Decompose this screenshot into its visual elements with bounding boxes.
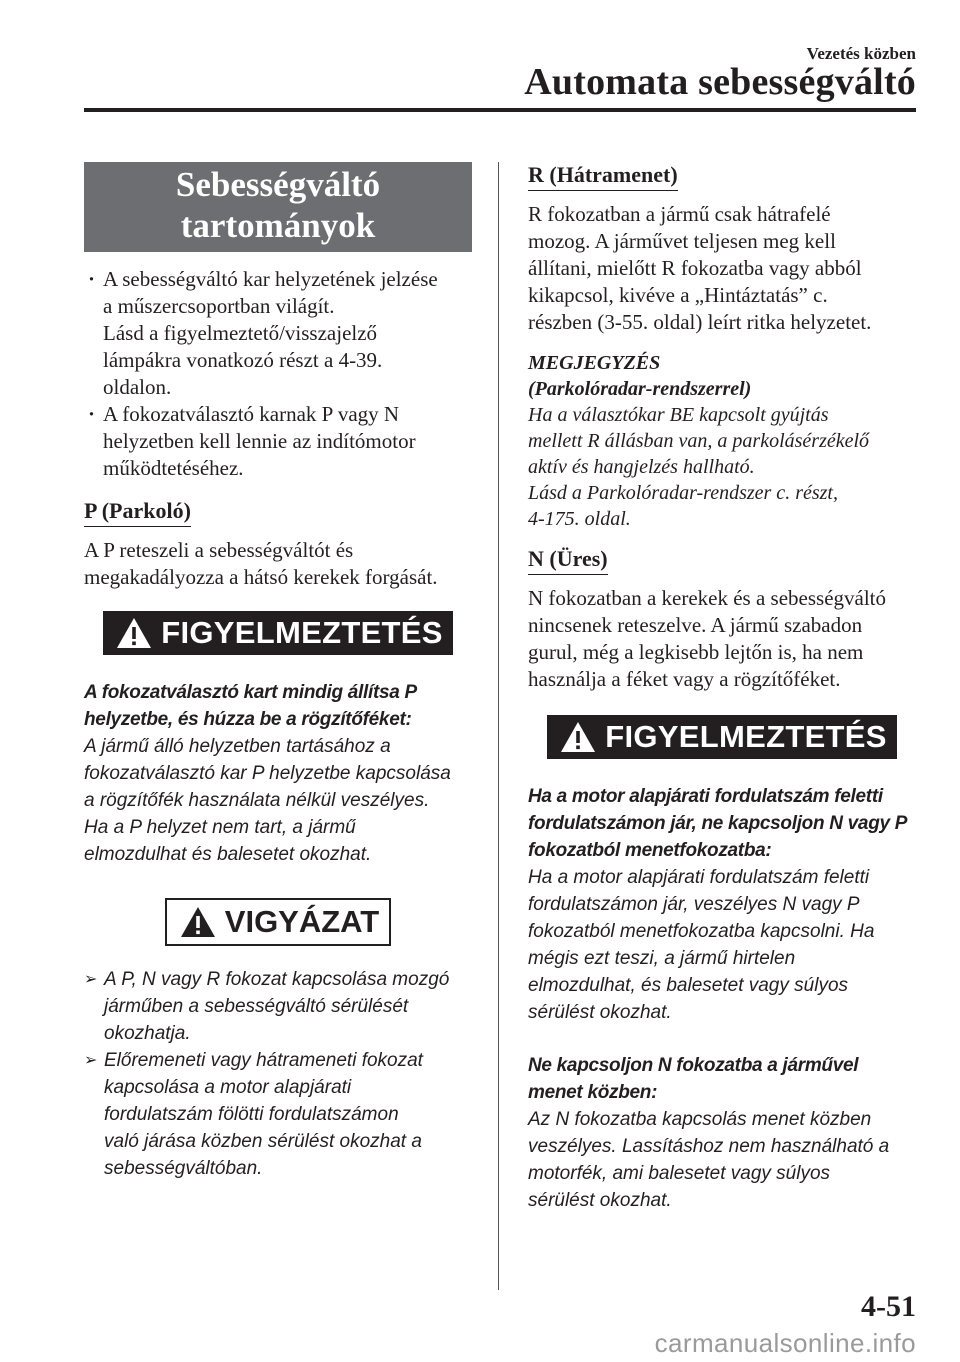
warning-text: A fokozatválasztó kart mindig állítsa P helyzetbe, és húzza be a rögzítőféket: A jármű álló helyzetben tartásához a fokozatválasztó kar P helyzetbe kapcsolása a rögzítőfék használata nélkül veszélyes. Ha a P helyzet nem tart, a jármű elmozdulhat és balesetet okozhat. xyxy=(84,682,451,865)
column-divider xyxy=(498,162,499,1290)
p-heading: P (Parkoló) xyxy=(84,498,191,527)
chapter-title: Automata sebességváltó xyxy=(524,61,916,103)
bullet-item: · A fokozatválasztó karnak P vagy N helyzetben kell lennie az indítómotor működtetéséhez. xyxy=(84,401,472,482)
warning-triangle-icon xyxy=(115,616,153,650)
section-title-line1: Sebességváltó xyxy=(175,165,381,204)
warning-triangle-icon xyxy=(559,720,597,754)
section-title-line2: tartományok xyxy=(180,206,376,245)
caution-item: ➢ Előremeneti vagy hátrameneti fokozat kapcsolása a motor alapjárati fordulatszám fölötti fordulatszámon való járása közben sérülést okozhat a sebességváltóban. xyxy=(84,1047,472,1182)
caution-list xyxy=(84,966,472,1182)
note-block: MEGJEGYZÉS (Parkolóradar-rendszerrel) Ha a választókar BE kapcsolt gyújtás mellett R állásban van, a parkolásérzékelő aktív és hangjelzés hallható. Lásd a Parkolóradar-rendszer c. részt, 4-175. oldal. xyxy=(528,350,916,532)
left-column xyxy=(84,162,472,1182)
warning-label: FIGYELMEZTETÉS xyxy=(161,615,443,650)
caution-banner xyxy=(165,898,391,946)
section-title-box xyxy=(84,162,472,252)
n-heading: N (Üres) xyxy=(528,546,608,575)
note-title: MEGJEGYZÉS xyxy=(528,352,661,374)
intro-bullets xyxy=(84,266,472,482)
warning-label: FIGYELMEZTETÉS xyxy=(605,719,887,754)
caution-triangle-icon xyxy=(179,905,217,939)
warning-banner xyxy=(103,611,453,655)
n-text: N fokozatban a kerekek és a sebességváltó nincsenek reteszelve. A jármű szabadon gurul, még a legkisebb lejtőn is, ha nem használja a féket vagy a rögzítőféket. xyxy=(528,586,887,691)
caution-item: ➢ A P, N vagy R fokozat kapcsolása mozgó járműben a sebességváltó sérülését okozhatja. xyxy=(84,966,472,1047)
warning-banner xyxy=(547,715,897,759)
note-subtitle: (Parkolóradar-rendszerrel) xyxy=(528,378,752,400)
header-section: Vezetés közben xyxy=(806,44,916,63)
page-number: 4-51 xyxy=(861,1290,916,1323)
watermark: carmanualsonline.info xyxy=(654,1328,916,1358)
bullet-item: · A sebességváltó kar helyzetének jelzése a műszercsoportban világít. Lásd a figyelmeztető/visszajelző lámpákra vonatkozó részt a 4-39. oldalon. xyxy=(84,266,472,401)
right-column xyxy=(528,162,916,1214)
header-rule xyxy=(84,108,916,112)
r-text: R fokozatban a jármű csak hátrafelé mozog. A járművet teljesen meg kell állítani, mielőtt R fokozatba vagy abból kikapcsol, kivéve a „Hintáztatás” c. részben (3-55. oldal) leírt ritka helyzetet. xyxy=(528,202,872,334)
p-text: A P reteszeli a sebességváltót és megakadályozza a hátsó kerekek forgását. xyxy=(84,538,438,589)
warning-text: Ha a motor alapjárati fordulatszám feletti fordulatszámon jár, ne kapcsoljon N vagy P fokozatból menetfokozatba: Ha a motor alapjárati fordulatszám feletti fordulatszámon jár, veszélyes N vagy P fokozatból menetfokozatba kapcsolni. Ha mégis ezt teszi, a jármű hirtelen elmozdulhat, és balesetet vagy súlyos sérülést okozhat. Ne kapcsoljon N fokozatba a járművel menet közben: Az N fokozatba kapcsolás menet közben veszélyes. Lassításhoz nem használható a motorfék, ami balesetet vagy súlyos sérülést okozhat. xyxy=(528,786,908,1211)
r-heading: R (Hátramenet) xyxy=(528,162,678,191)
caution-label: VIGYÁZAT xyxy=(224,904,380,939)
